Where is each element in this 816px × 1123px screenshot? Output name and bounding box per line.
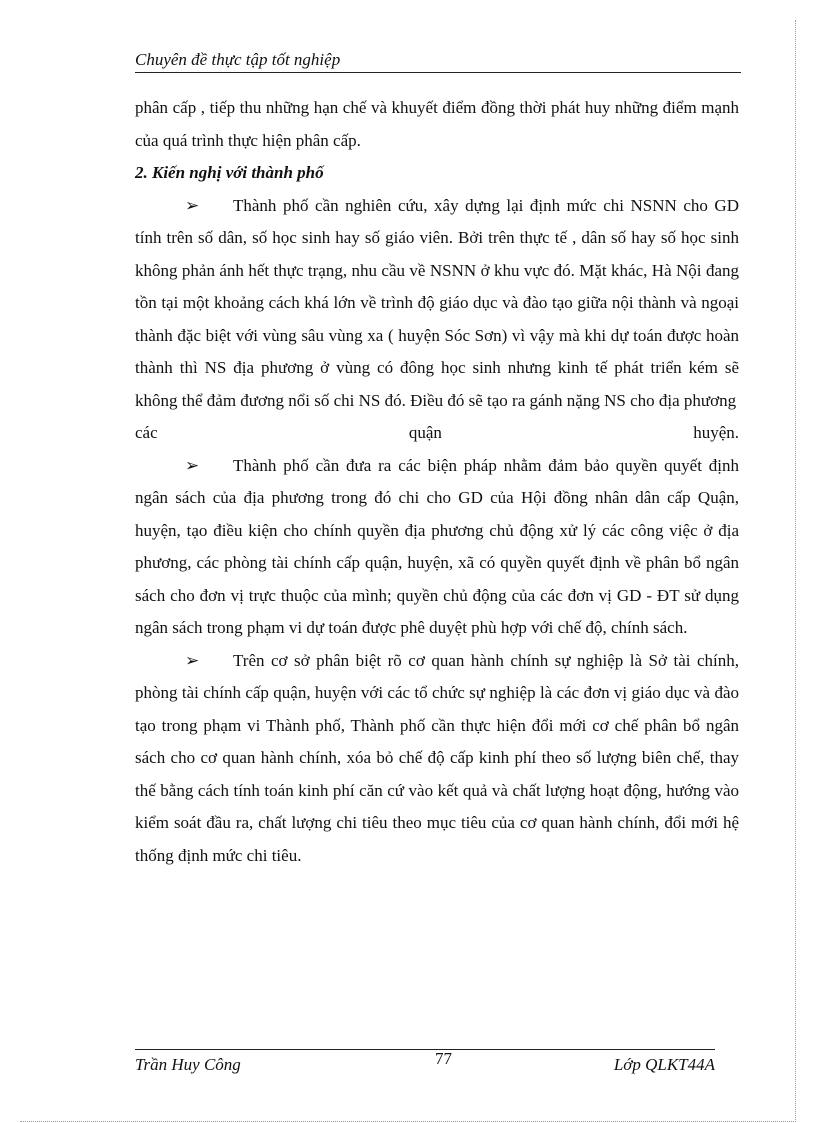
bullet-2-text: Thành phố cần đưa ra các biện pháp nhằm đảm bảo quyền quyết định ngân sách của địa phương trong đó chi cho GD của Hội đồng nhân dân cấp Quận, huyện, tạo điều kiện cho chính quyền địa phương chủ động xử lý các công việc ở địa phương, các phòng tài chính cấp quận, huyện, xã có quyền quyết định về phân bổ ngân sách cho đơn vị trực thuộc của mình; quyền chủ động của các đơn vị GD - ĐT sử dụng ngân sách trong phạm vi dự toán được phê duyệt phù hợp với chế độ, chính sách. xyxy=(135,455,739,637)
section-heading: 2. Kiến nghị với thành phố xyxy=(135,163,324,182)
footer-author: Trần Huy Công xyxy=(135,1055,241,1074)
bullet-1-last-line xyxy=(135,417,739,450)
document-body xyxy=(135,92,739,872)
bullet-paragraph-1 xyxy=(135,190,739,418)
bullet-1-word-1: các xyxy=(135,423,158,442)
page-header xyxy=(135,48,741,73)
bullet-1-text: Thành phố cần nghiên cứu, xây dựng lại định mức chi NSNN cho GD tính trên số dân, số học sinh hay số giáo viên. Bởi trên thực tế , dân số hay số học sinh không phản ánh hết thực trạng, nhu cầu về NSNN ở khu vực đó. Mặt khác, Hà Nội đang tồn tại một khoảng cách khá lớn về trình độ giáo dục và đào tạo giữa nội thành và ngoại thành đặc biệt với vùng sâu vùng xa ( huyện Sóc Sơn) vì vậy mà khi dự toán được hoàn thành thì NS địa phương ở vùng có đông học sinh nhưng kinh tế phát triển kém sẽ không thể đảm đương nổi số chi NS đó. Điều đó sẽ tạo ra gánh nặng NS cho địa phương xyxy=(135,195,739,410)
intro-paragraph: phân cấp , tiếp thu những hạn chế và khuyết điểm đồng thời phát huy những điểm mạnh của quá trình thực hiện phân cấp. xyxy=(135,98,739,150)
footer-class: Lớp QLKT44A xyxy=(613,1055,715,1074)
bullet-arrow-icon: ➢ xyxy=(185,650,200,670)
bullet-1-word-2: quận xyxy=(408,423,442,442)
header-title: Chuyên đề thực tập tốt nghiệp xyxy=(135,50,341,69)
bullet-paragraph-2 xyxy=(135,450,739,645)
bullet-1-word-3: huyện. xyxy=(693,423,739,442)
page-number: 77 xyxy=(435,1049,452,1068)
bullet-arrow-icon: ➢ xyxy=(185,195,200,215)
page-footer xyxy=(135,1049,715,1076)
bullet-arrow-icon: ➢ xyxy=(185,455,200,475)
bullet-paragraph-3 xyxy=(135,645,739,873)
bullet-3-text: Trên cơ sở phân biệt rõ cơ quan hành chính sự nghiệp là Sở tài chính, phòng tài chính cấp quận, huyện với các tổ chức sự nghiệp là các đơn vị giáo dục và đào tạo trong phạm vi Thành phố, Thành phố cần thực hiện đổi mới cơ chế phân bổ ngân sách cho cơ quan hành chính, xóa bỏ chế độ cấp kinh phí theo số lượng biên chế, thay thế bằng cách tính toán kinh phí căn cứ vào kết quả và chất lượng hoạt động, hướng vào kiểm soát đầu ra, chất lượng chi tiêu theo mục tiêu của cơ quan hành chính, đổi mới hệ thống định mức chi tiêu. xyxy=(135,650,739,865)
